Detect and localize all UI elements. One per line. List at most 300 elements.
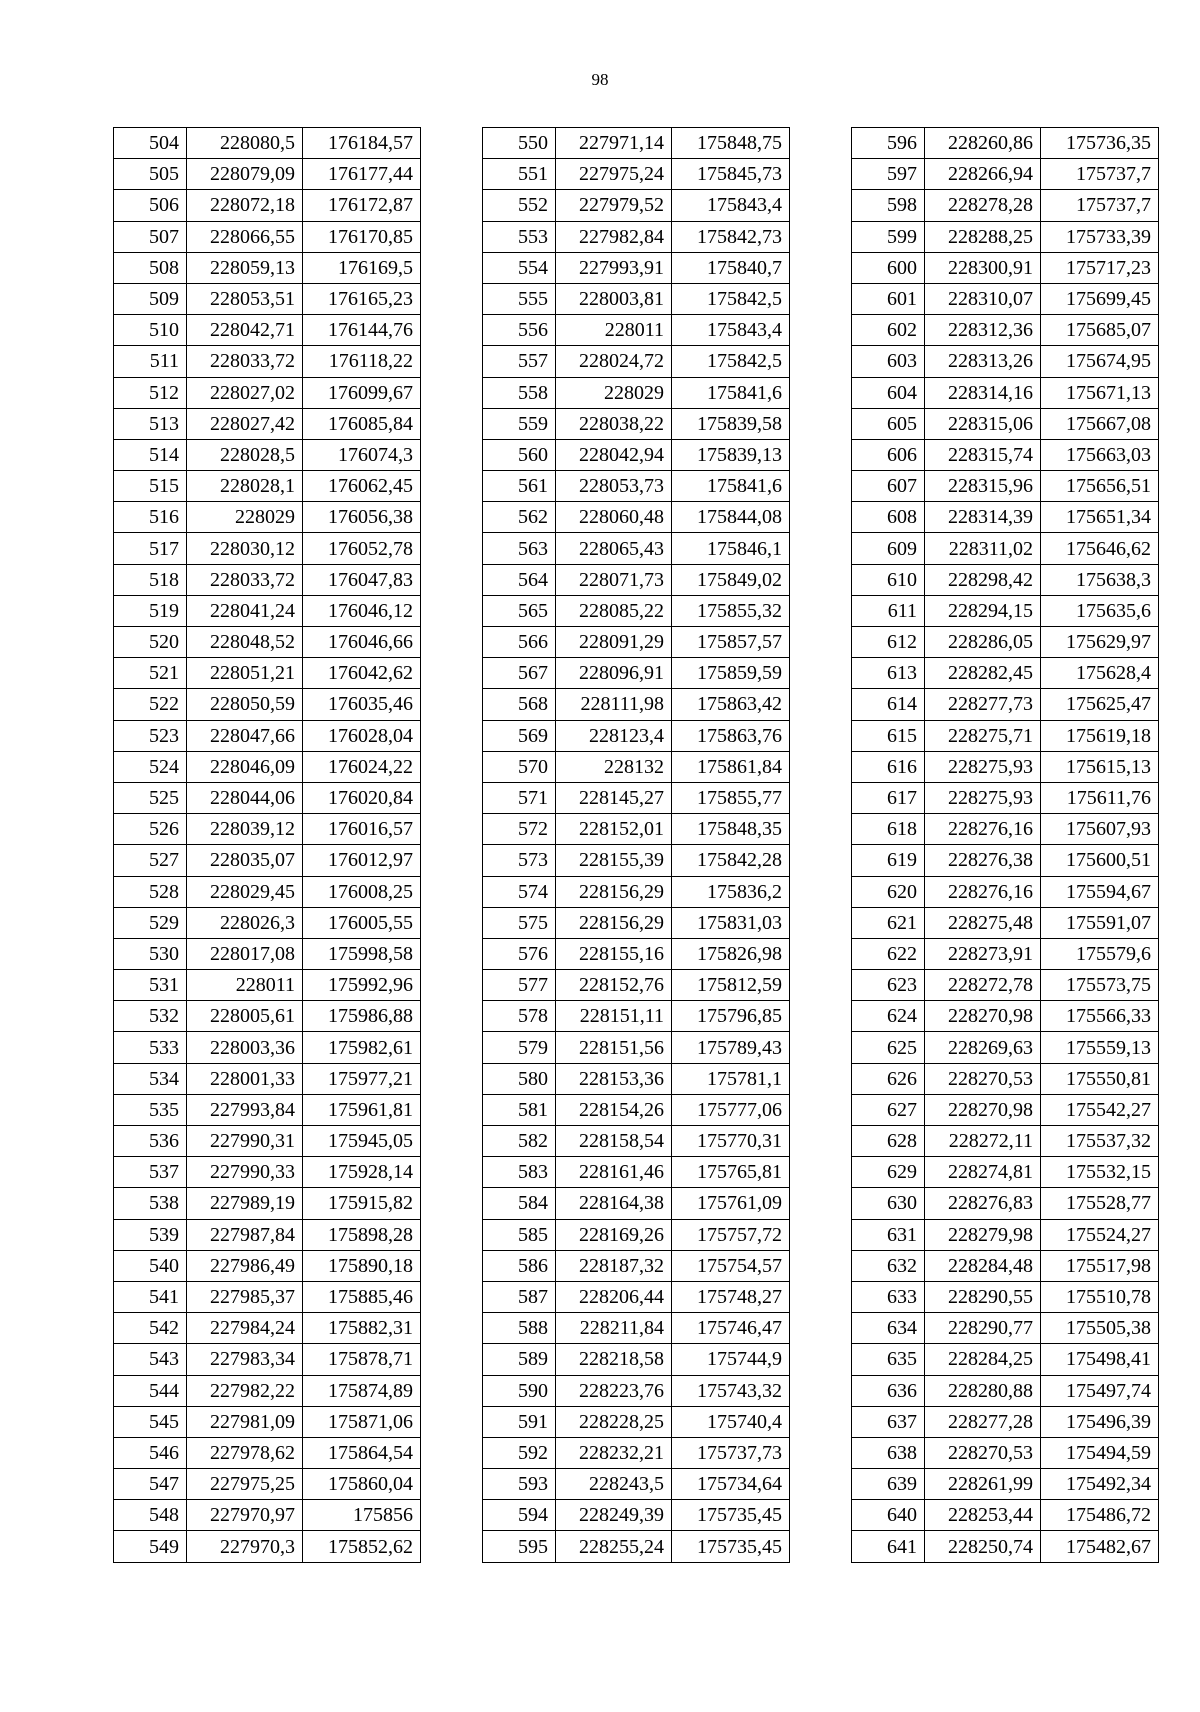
table-row bbox=[852, 346, 1159, 377]
point-number-cell: 534 bbox=[114, 1063, 187, 1094]
x-coordinate-cell: 227975,24 bbox=[556, 159, 672, 190]
x-coordinate-cell: 228270,53 bbox=[925, 1437, 1041, 1468]
table-row bbox=[852, 1437, 1159, 1468]
y-coordinate-cell: 175579,6 bbox=[1041, 938, 1159, 969]
x-coordinate-cell: 227982,22 bbox=[187, 1375, 303, 1406]
y-coordinate-cell: 175860,04 bbox=[303, 1469, 421, 1500]
x-coordinate-cell: 228035,07 bbox=[187, 845, 303, 876]
y-coordinate-cell: 176046,66 bbox=[303, 627, 421, 658]
point-number-cell: 540 bbox=[114, 1250, 187, 1281]
point-number-cell: 595 bbox=[483, 1531, 556, 1562]
x-coordinate-cell: 228272,11 bbox=[925, 1126, 1041, 1157]
point-number-cell: 619 bbox=[852, 845, 925, 876]
y-coordinate-cell: 176144,76 bbox=[303, 315, 421, 346]
x-coordinate-cell: 228249,39 bbox=[556, 1500, 672, 1531]
y-coordinate-cell: 175796,85 bbox=[672, 1001, 790, 1032]
y-coordinate-cell: 176177,44 bbox=[303, 159, 421, 190]
table-row bbox=[483, 1500, 790, 1531]
point-number-cell: 581 bbox=[483, 1094, 556, 1125]
y-coordinate-cell: 175496,39 bbox=[1041, 1406, 1159, 1437]
point-number-cell: 639 bbox=[852, 1469, 925, 1500]
x-coordinate-cell: 228096,91 bbox=[556, 658, 672, 689]
x-coordinate-cell: 228313,26 bbox=[925, 346, 1041, 377]
table-row bbox=[483, 751, 790, 782]
y-coordinate-cell: 175517,98 bbox=[1041, 1250, 1159, 1281]
y-coordinate-cell: 175619,18 bbox=[1041, 720, 1159, 751]
point-number-cell: 566 bbox=[483, 627, 556, 658]
y-coordinate-cell: 176184,57 bbox=[303, 128, 421, 159]
table-row bbox=[483, 1406, 790, 1437]
x-coordinate-cell: 228275,48 bbox=[925, 907, 1041, 938]
y-coordinate-cell: 176118,22 bbox=[303, 346, 421, 377]
y-coordinate-cell: 175781,1 bbox=[672, 1063, 790, 1094]
y-coordinate-cell: 176008,25 bbox=[303, 876, 421, 907]
table-row bbox=[114, 595, 421, 626]
table-row bbox=[114, 1188, 421, 1219]
table-row bbox=[852, 658, 1159, 689]
table-row bbox=[114, 564, 421, 595]
y-coordinate-cell: 175843,4 bbox=[672, 190, 790, 221]
table-row bbox=[852, 564, 1159, 595]
point-number-cell: 575 bbox=[483, 907, 556, 938]
y-coordinate-cell: 176056,38 bbox=[303, 502, 421, 533]
x-coordinate-cell: 228260,86 bbox=[925, 128, 1041, 159]
point-number-cell: 593 bbox=[483, 1469, 556, 1500]
point-number-cell: 551 bbox=[483, 159, 556, 190]
x-coordinate-cell: 228276,83 bbox=[925, 1188, 1041, 1219]
table-row bbox=[852, 814, 1159, 845]
y-coordinate-cell: 175537,32 bbox=[1041, 1126, 1159, 1157]
y-coordinate-cell: 175737,7 bbox=[1041, 190, 1159, 221]
y-coordinate-cell: 175559,13 bbox=[1041, 1032, 1159, 1063]
table-row bbox=[483, 689, 790, 720]
table-row bbox=[852, 1406, 1159, 1437]
table-row bbox=[483, 1032, 790, 1063]
y-coordinate-cell: 175863,76 bbox=[672, 720, 790, 751]
point-number-cell: 555 bbox=[483, 283, 556, 314]
point-number-cell: 537 bbox=[114, 1157, 187, 1188]
x-coordinate-cell: 228269,63 bbox=[925, 1032, 1041, 1063]
x-coordinate-cell: 228276,16 bbox=[925, 876, 1041, 907]
x-coordinate-cell: 228132 bbox=[556, 751, 672, 782]
table-row bbox=[852, 1250, 1159, 1281]
y-coordinate-cell: 176020,84 bbox=[303, 782, 421, 813]
y-coordinate-cell: 175735,45 bbox=[672, 1500, 790, 1531]
x-coordinate-cell: 228029 bbox=[556, 377, 672, 408]
point-number-cell: 611 bbox=[852, 595, 925, 626]
x-coordinate-cell: 228253,44 bbox=[925, 1500, 1041, 1531]
table-row bbox=[483, 782, 790, 813]
point-number-cell: 582 bbox=[483, 1126, 556, 1157]
point-number-cell: 585 bbox=[483, 1219, 556, 1250]
point-number-cell: 612 bbox=[852, 627, 925, 658]
table-row bbox=[114, 533, 421, 564]
y-coordinate-cell: 176099,67 bbox=[303, 377, 421, 408]
y-coordinate-cell: 175492,34 bbox=[1041, 1469, 1159, 1500]
point-number-cell: 547 bbox=[114, 1469, 187, 1500]
y-coordinate-cell: 175524,27 bbox=[1041, 1219, 1159, 1250]
table-row bbox=[114, 876, 421, 907]
x-coordinate-cell: 228044,06 bbox=[187, 782, 303, 813]
table-body bbox=[852, 128, 1159, 1563]
table-row bbox=[483, 439, 790, 470]
table-row bbox=[483, 1188, 790, 1219]
y-coordinate-cell: 175494,59 bbox=[1041, 1437, 1159, 1468]
x-coordinate-cell: 228152,76 bbox=[556, 970, 672, 1001]
x-coordinate-cell: 228071,73 bbox=[556, 564, 672, 595]
table-row bbox=[114, 720, 421, 751]
x-coordinate-cell: 228272,78 bbox=[925, 970, 1041, 1001]
table-row bbox=[483, 533, 790, 564]
x-coordinate-cell: 228059,13 bbox=[187, 252, 303, 283]
point-number-cell: 598 bbox=[852, 190, 925, 221]
table-row bbox=[483, 1219, 790, 1250]
x-coordinate-cell: 228310,07 bbox=[925, 283, 1041, 314]
point-number-cell: 530 bbox=[114, 938, 187, 969]
y-coordinate-cell: 175685,07 bbox=[1041, 315, 1159, 346]
point-number-cell: 524 bbox=[114, 751, 187, 782]
table-row bbox=[483, 377, 790, 408]
table-row bbox=[852, 252, 1159, 283]
table-row bbox=[483, 595, 790, 626]
x-coordinate-cell: 228003,36 bbox=[187, 1032, 303, 1063]
x-coordinate-cell: 228050,59 bbox=[187, 689, 303, 720]
x-coordinate-cell: 228033,72 bbox=[187, 346, 303, 377]
point-number-cell: 605 bbox=[852, 408, 925, 439]
point-number-cell: 607 bbox=[852, 471, 925, 502]
table-row bbox=[483, 845, 790, 876]
y-coordinate-cell: 176028,04 bbox=[303, 720, 421, 751]
x-coordinate-cell: 228085,22 bbox=[556, 595, 672, 626]
point-number-cell: 603 bbox=[852, 346, 925, 377]
table-row bbox=[483, 221, 790, 252]
point-number-cell: 600 bbox=[852, 252, 925, 283]
y-coordinate-cell: 175744,9 bbox=[672, 1344, 790, 1375]
x-coordinate-cell: 228290,77 bbox=[925, 1313, 1041, 1344]
table-row bbox=[483, 1094, 790, 1125]
table-row bbox=[483, 346, 790, 377]
y-coordinate-cell: 175646,62 bbox=[1041, 533, 1159, 564]
y-coordinate-cell: 175859,59 bbox=[672, 658, 790, 689]
point-number-cell: 536 bbox=[114, 1126, 187, 1157]
table-row bbox=[483, 970, 790, 1001]
table-row bbox=[483, 128, 790, 159]
y-coordinate-cell: 175542,27 bbox=[1041, 1094, 1159, 1125]
x-coordinate-cell: 227993,91 bbox=[556, 252, 672, 283]
x-coordinate-cell: 228156,29 bbox=[556, 907, 672, 938]
table-row bbox=[483, 938, 790, 969]
table-row bbox=[483, 471, 790, 502]
x-coordinate-cell: 228048,52 bbox=[187, 627, 303, 658]
point-number-cell: 571 bbox=[483, 782, 556, 813]
y-coordinate-cell: 176005,55 bbox=[303, 907, 421, 938]
x-coordinate-cell: 228169,26 bbox=[556, 1219, 672, 1250]
y-coordinate-cell: 175591,07 bbox=[1041, 907, 1159, 938]
table-row bbox=[114, 221, 421, 252]
x-coordinate-cell: 228273,91 bbox=[925, 938, 1041, 969]
point-number-cell: 567 bbox=[483, 658, 556, 689]
table-row bbox=[483, 190, 790, 221]
table-row bbox=[114, 1126, 421, 1157]
point-number-cell: 512 bbox=[114, 377, 187, 408]
point-number-cell: 569 bbox=[483, 720, 556, 751]
table-row bbox=[483, 1157, 790, 1188]
point-number-cell: 616 bbox=[852, 751, 925, 782]
x-coordinate-cell: 228153,36 bbox=[556, 1063, 672, 1094]
coordinate-table-2 bbox=[482, 127, 790, 1563]
x-coordinate-cell: 227990,33 bbox=[187, 1157, 303, 1188]
y-coordinate-cell: 175831,03 bbox=[672, 907, 790, 938]
table-row bbox=[114, 1094, 421, 1125]
y-coordinate-cell: 175497,74 bbox=[1041, 1375, 1159, 1406]
point-number-cell: 587 bbox=[483, 1281, 556, 1312]
point-number-cell: 568 bbox=[483, 689, 556, 720]
y-coordinate-cell: 175628,4 bbox=[1041, 658, 1159, 689]
table-row bbox=[483, 408, 790, 439]
y-coordinate-cell: 175734,64 bbox=[672, 1469, 790, 1500]
point-number-cell: 527 bbox=[114, 845, 187, 876]
table-row bbox=[114, 190, 421, 221]
x-coordinate-cell: 228005,61 bbox=[187, 1001, 303, 1032]
y-coordinate-cell: 175486,72 bbox=[1041, 1500, 1159, 1531]
table-row bbox=[114, 1250, 421, 1281]
table-row bbox=[852, 502, 1159, 533]
point-number-cell: 621 bbox=[852, 907, 925, 938]
point-number-cell: 525 bbox=[114, 782, 187, 813]
x-coordinate-cell: 228026,3 bbox=[187, 907, 303, 938]
point-number-cell: 561 bbox=[483, 471, 556, 502]
y-coordinate-cell: 175890,18 bbox=[303, 1250, 421, 1281]
y-coordinate-cell: 175505,38 bbox=[1041, 1313, 1159, 1344]
point-number-cell: 597 bbox=[852, 159, 925, 190]
table-row bbox=[114, 814, 421, 845]
point-number-cell: 513 bbox=[114, 408, 187, 439]
table-row bbox=[114, 1344, 421, 1375]
point-number-cell: 614 bbox=[852, 689, 925, 720]
table-row bbox=[852, 408, 1159, 439]
point-number-cell: 580 bbox=[483, 1063, 556, 1094]
table-row bbox=[852, 876, 1159, 907]
x-coordinate-cell: 228027,42 bbox=[187, 408, 303, 439]
x-coordinate-cell: 228277,73 bbox=[925, 689, 1041, 720]
point-number-cell: 635 bbox=[852, 1344, 925, 1375]
table-row bbox=[114, 377, 421, 408]
table-row bbox=[483, 159, 790, 190]
table-row bbox=[852, 439, 1159, 470]
table-row bbox=[852, 1500, 1159, 1531]
table-row bbox=[114, 970, 421, 1001]
table-row bbox=[483, 1313, 790, 1344]
y-coordinate-cell: 175625,47 bbox=[1041, 689, 1159, 720]
table-row bbox=[483, 502, 790, 533]
table-row bbox=[852, 845, 1159, 876]
y-coordinate-cell: 176172,87 bbox=[303, 190, 421, 221]
y-coordinate-cell: 176169,5 bbox=[303, 252, 421, 283]
table-row bbox=[852, 471, 1159, 502]
point-number-cell: 617 bbox=[852, 782, 925, 813]
x-coordinate-cell: 228300,91 bbox=[925, 252, 1041, 283]
y-coordinate-cell: 175748,27 bbox=[672, 1281, 790, 1312]
table-row bbox=[852, 1281, 1159, 1312]
table-row bbox=[114, 1531, 421, 1562]
x-coordinate-cell: 228311,02 bbox=[925, 533, 1041, 564]
y-coordinate-cell: 176024,22 bbox=[303, 751, 421, 782]
point-number-cell: 533 bbox=[114, 1032, 187, 1063]
point-number-cell: 618 bbox=[852, 814, 925, 845]
table-row bbox=[114, 627, 421, 658]
table-row bbox=[114, 1437, 421, 1468]
x-coordinate-cell: 228284,48 bbox=[925, 1250, 1041, 1281]
x-coordinate-cell: 228161,46 bbox=[556, 1157, 672, 1188]
table-row bbox=[852, 970, 1159, 1001]
point-number-cell: 630 bbox=[852, 1188, 925, 1219]
y-coordinate-cell: 175842,28 bbox=[672, 845, 790, 876]
table-row bbox=[483, 1126, 790, 1157]
y-coordinate-cell: 176052,78 bbox=[303, 533, 421, 564]
point-number-cell: 570 bbox=[483, 751, 556, 782]
x-coordinate-cell: 228155,16 bbox=[556, 938, 672, 969]
x-coordinate-cell: 228294,15 bbox=[925, 595, 1041, 626]
table-row bbox=[483, 876, 790, 907]
table-row bbox=[114, 845, 421, 876]
x-coordinate-cell: 227984,24 bbox=[187, 1313, 303, 1344]
point-number-cell: 596 bbox=[852, 128, 925, 159]
y-coordinate-cell: 175735,45 bbox=[672, 1531, 790, 1562]
table-row bbox=[483, 627, 790, 658]
point-number-cell: 629 bbox=[852, 1157, 925, 1188]
table-row bbox=[852, 128, 1159, 159]
page-number: 98 bbox=[591, 70, 609, 89]
point-number-cell: 545 bbox=[114, 1406, 187, 1437]
point-number-cell: 529 bbox=[114, 907, 187, 938]
point-number-cell: 552 bbox=[483, 190, 556, 221]
point-number-cell: 577 bbox=[483, 970, 556, 1001]
x-coordinate-cell: 227986,49 bbox=[187, 1250, 303, 1281]
y-coordinate-cell: 175841,6 bbox=[672, 471, 790, 502]
point-number-cell: 628 bbox=[852, 1126, 925, 1157]
point-number-cell: 559 bbox=[483, 408, 556, 439]
point-number-cell: 604 bbox=[852, 377, 925, 408]
point-number-cell: 641 bbox=[852, 1531, 925, 1562]
point-number-cell: 542 bbox=[114, 1313, 187, 1344]
y-coordinate-cell: 176035,46 bbox=[303, 689, 421, 720]
table-row bbox=[114, 502, 421, 533]
x-coordinate-cell: 228154,26 bbox=[556, 1094, 672, 1125]
y-coordinate-cell: 175986,88 bbox=[303, 1001, 421, 1032]
y-coordinate-cell: 175607,93 bbox=[1041, 814, 1159, 845]
x-coordinate-cell: 228232,21 bbox=[556, 1437, 672, 1468]
table-row bbox=[483, 315, 790, 346]
y-coordinate-cell: 175615,13 bbox=[1041, 751, 1159, 782]
point-number-cell: 594 bbox=[483, 1500, 556, 1531]
y-coordinate-cell: 175550,81 bbox=[1041, 1063, 1159, 1094]
table-row bbox=[114, 128, 421, 159]
y-coordinate-cell: 175843,4 bbox=[672, 315, 790, 346]
x-coordinate-cell: 228111,98 bbox=[556, 689, 672, 720]
y-coordinate-cell: 175842,5 bbox=[672, 346, 790, 377]
table-row bbox=[852, 938, 1159, 969]
y-coordinate-cell: 175842,73 bbox=[672, 221, 790, 252]
table-row bbox=[114, 1063, 421, 1094]
table-body bbox=[114, 128, 421, 1563]
y-coordinate-cell: 175855,32 bbox=[672, 595, 790, 626]
table-row bbox=[483, 564, 790, 595]
x-coordinate-cell: 228275,71 bbox=[925, 720, 1041, 751]
point-number-cell: 518 bbox=[114, 564, 187, 595]
point-number-cell: 541 bbox=[114, 1281, 187, 1312]
table-row bbox=[114, 315, 421, 346]
x-coordinate-cell: 228155,39 bbox=[556, 845, 672, 876]
x-coordinate-cell: 228276,16 bbox=[925, 814, 1041, 845]
table-row bbox=[114, 1469, 421, 1500]
x-coordinate-cell: 228029 bbox=[187, 502, 303, 533]
point-number-cell: 609 bbox=[852, 533, 925, 564]
x-coordinate-cell: 228312,36 bbox=[925, 315, 1041, 346]
y-coordinate-cell: 175789,43 bbox=[672, 1032, 790, 1063]
table-row bbox=[114, 1032, 421, 1063]
y-coordinate-cell: 175885,46 bbox=[303, 1281, 421, 1312]
table-row bbox=[852, 907, 1159, 938]
y-coordinate-cell: 175871,06 bbox=[303, 1406, 421, 1437]
y-coordinate-cell: 175498,41 bbox=[1041, 1344, 1159, 1375]
y-coordinate-cell: 175532,15 bbox=[1041, 1157, 1159, 1188]
y-coordinate-cell: 175961,81 bbox=[303, 1094, 421, 1125]
x-coordinate-cell: 228027,02 bbox=[187, 377, 303, 408]
table-row bbox=[114, 689, 421, 720]
x-coordinate-cell: 228156,29 bbox=[556, 876, 672, 907]
table-row bbox=[852, 1469, 1159, 1500]
table-row bbox=[483, 814, 790, 845]
table-row bbox=[852, 1001, 1159, 1032]
table-row bbox=[483, 1437, 790, 1468]
point-number-cell: 517 bbox=[114, 533, 187, 564]
table-row bbox=[114, 1157, 421, 1188]
x-coordinate-cell: 227985,37 bbox=[187, 1281, 303, 1312]
point-number-cell: 634 bbox=[852, 1313, 925, 1344]
y-coordinate-cell: 175839,13 bbox=[672, 439, 790, 470]
y-coordinate-cell: 175844,08 bbox=[672, 502, 790, 533]
table-row bbox=[114, 938, 421, 969]
point-number-cell: 508 bbox=[114, 252, 187, 283]
point-number-cell: 532 bbox=[114, 1001, 187, 1032]
x-coordinate-cell: 228047,66 bbox=[187, 720, 303, 751]
point-number-cell: 584 bbox=[483, 1188, 556, 1219]
y-coordinate-cell: 175629,97 bbox=[1041, 627, 1159, 658]
point-number-cell: 599 bbox=[852, 221, 925, 252]
y-coordinate-cell: 175841,6 bbox=[672, 377, 790, 408]
x-coordinate-cell: 227983,34 bbox=[187, 1344, 303, 1375]
point-number-cell: 515 bbox=[114, 471, 187, 502]
x-coordinate-cell: 227975,25 bbox=[187, 1469, 303, 1500]
table-row bbox=[483, 1063, 790, 1094]
table-row bbox=[852, 1344, 1159, 1375]
table-row bbox=[852, 1313, 1159, 1344]
point-number-cell: 625 bbox=[852, 1032, 925, 1063]
table-row bbox=[483, 1375, 790, 1406]
x-coordinate-cell: 227979,52 bbox=[556, 190, 672, 221]
point-number-cell: 564 bbox=[483, 564, 556, 595]
table-row bbox=[852, 221, 1159, 252]
table-row bbox=[852, 1219, 1159, 1250]
table-row bbox=[852, 782, 1159, 813]
x-coordinate-cell: 228290,55 bbox=[925, 1281, 1041, 1312]
table-row bbox=[852, 751, 1159, 782]
table-row bbox=[114, 751, 421, 782]
y-coordinate-cell: 175856 bbox=[303, 1500, 421, 1531]
y-coordinate-cell: 175674,95 bbox=[1041, 346, 1159, 377]
x-coordinate-cell: 228042,71 bbox=[187, 315, 303, 346]
table-row bbox=[483, 1001, 790, 1032]
